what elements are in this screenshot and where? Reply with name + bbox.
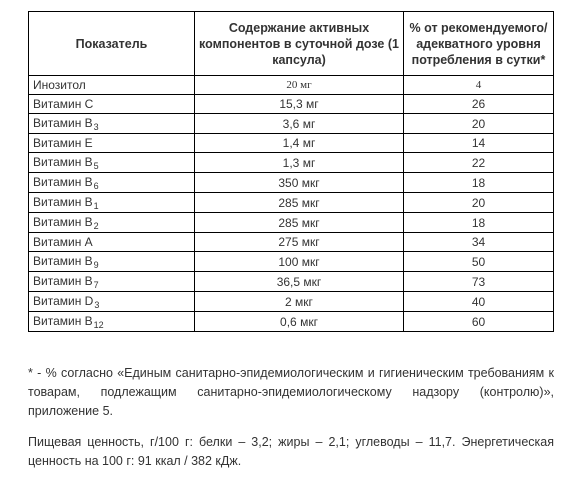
row-percent: 20 [404,114,554,134]
indicator-subscript: 5 [93,161,99,171]
header-content: Содержание активных компонентов в суточной дозе (1 капсула) [195,12,404,76]
indicator-subscript: 9 [93,260,99,270]
table-row [29,76,554,95]
table-row [29,95,554,114]
indicator-name: Витамин В [33,175,93,189]
row-indicator [29,153,195,173]
indicator-subscript: 7 [93,280,99,290]
row-percent: 20 [404,193,554,213]
row-indicator [29,76,195,95]
table-row [29,213,554,233]
table-row [29,292,554,312]
table-row [29,252,554,272]
row-percent: 26 [404,95,554,114]
row-percent: 34 [404,233,554,252]
row-percent: 14 [404,134,554,153]
row-indicator [29,114,195,134]
row-percent: 4 [404,76,554,95]
row-amount: 1,4 мг [195,134,404,153]
row-indicator [29,173,195,193]
indicator-name: Витамин В [33,155,93,169]
table-row [29,233,554,252]
row-percent: 22 [404,153,554,173]
row-amount: 0,6 мкг [195,312,404,332]
row-indicator [29,312,195,332]
indicator-name: Витамин В [33,215,93,229]
indicator-name: Витамин В [33,314,93,328]
table-row [29,153,554,173]
header-indicator: Показатель [29,12,195,76]
table-header-row [29,12,554,76]
row-amount: 36,5 мкг [195,272,404,292]
row-amount: 20 мг [195,76,404,95]
footnote: * - % согласно «Единым санитарно-эпидемиологическим и гигиеническим требованиям к товарам, подлежащим санитарно-эпидемиологическому надзору (контролю)», приложение 5. [28,366,554,418]
row-amount: 275 мкг [195,233,404,252]
table-row [29,193,554,213]
row-amount: 1,3 мг [195,153,404,173]
indicator-name: Витамин Е [33,136,93,150]
header-percent: % от рекомендуемого/ адекватного уровня потребления в сутки* [404,12,554,76]
row-percent: 60 [404,312,554,332]
indicator-subscript: 6 [93,181,99,191]
indicator-name: Витамин В [33,254,93,268]
indicator-name: Витамин С [33,97,94,111]
row-indicator [29,272,195,292]
indicator-subscript: 12 [93,320,104,330]
indicator-name: Витамин В [33,274,93,288]
indicator-subscript: 2 [93,221,99,231]
row-amount: 15,3 мг [195,95,404,114]
table-body [29,76,554,332]
indicator-name: Витамин В [33,116,93,130]
table-row [29,173,554,193]
table-row [29,134,554,153]
nutrition-value-note: Пищевая ценность, г/100 г: белки – 3,2; жиры – 2,1; углеводы – 11,7. Энергетическая ценность на 100 г: 91 ккал / 382 кДж. [28,435,554,468]
table-row [29,272,554,292]
row-amount: 100 мкг [195,252,404,272]
indicator-name: Витамин А [33,235,93,249]
row-amount: 3,6 мг [195,114,404,134]
row-indicator [29,292,195,312]
row-percent: 50 [404,252,554,272]
row-indicator [29,252,195,272]
row-indicator [29,233,195,252]
row-percent: 73 [404,272,554,292]
row-percent: 18 [404,173,554,193]
row-indicator [29,193,195,213]
table-row [29,114,554,134]
row-amount: 350 мкг [195,173,404,193]
row-amount: 2 мкг [195,292,404,312]
row-percent: 40 [404,292,554,312]
row-indicator [29,134,195,153]
nutrition-table [28,11,554,332]
indicator-name: Витамин D [33,294,94,308]
table-row [29,312,554,332]
row-amount: 285 мкг [195,213,404,233]
indicator-name: Витамин В [33,195,93,209]
row-amount: 285 мкг [195,193,404,213]
row-indicator [29,213,195,233]
row-percent: 18 [404,213,554,233]
indicator-subscript: 3 [94,300,100,310]
indicator-name: Инозитол [33,78,86,92]
indicator-subscript: 3 [93,122,99,132]
row-indicator [29,95,195,114]
indicator-subscript: 1 [93,201,99,211]
